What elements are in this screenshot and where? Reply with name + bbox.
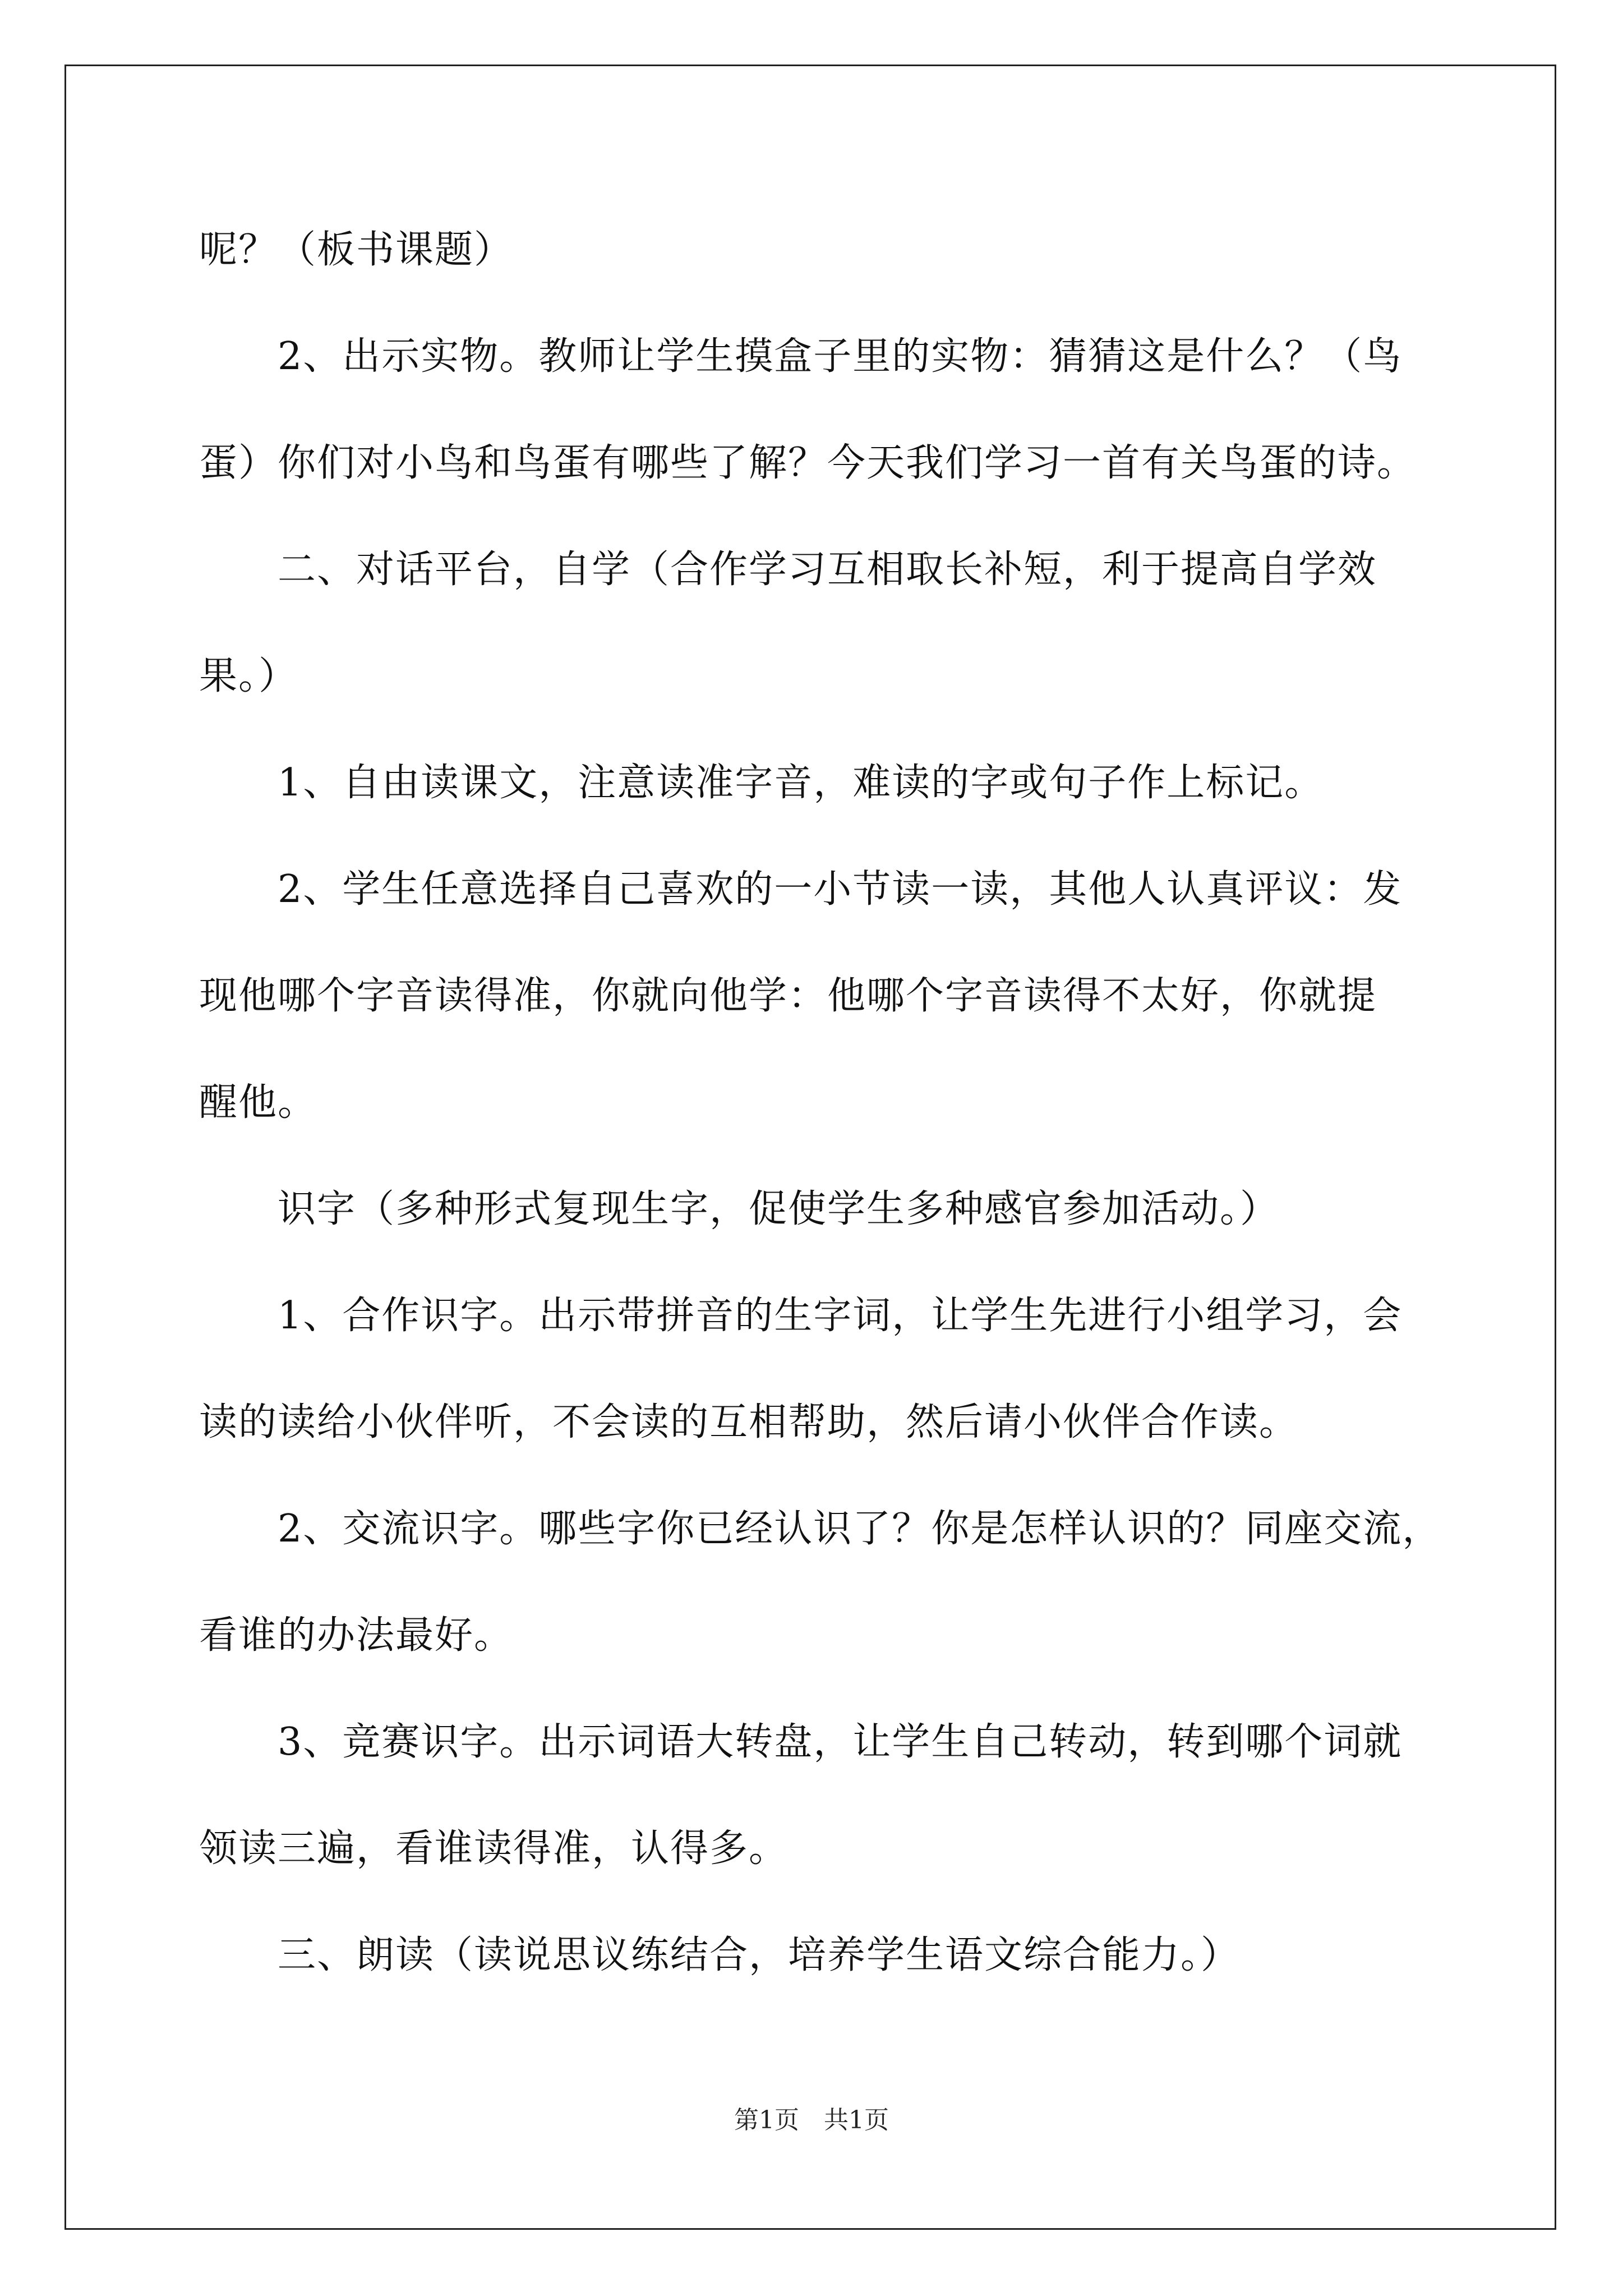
text-line-12: 读的读给小伙伴听，不会读的互相帮助，然后请小伙伴合作读。: [199, 1400, 1299, 1444]
text-line-7: 2、学生任意选择自己喜欢的一小节读一读，其他人认真评议：发: [278, 867, 1403, 912]
text-line-10: 识字（多种形式复现生字，促使学生多种感官参加活动。）: [278, 1187, 1280, 1231]
text-line-6: 1、自由读课文，注意读准字音，难读的字或句子作上标记。: [278, 761, 1324, 805]
text-line-16: 领读三遍，看谁读得准，认得多。: [199, 1826, 789, 1871]
text-line-9: 醒他。: [199, 1080, 317, 1125]
page-footer: 第1页 共1页: [734, 2106, 889, 2134]
text-line-1: 呢？（板书课题）: [199, 228, 514, 272]
text-line-14: 看谁的办法最好。: [199, 1613, 514, 1658]
text-line-13: 2、交流识字。哪些字你已经认识了？你是怎样认识的？同座交流，: [278, 1507, 1442, 1551]
text-line-17: 三、朗读（读说思议练结合，培养学生语文综合能力。）: [278, 1933, 1241, 1977]
text-line-4: 二、对话平台，自学（合作学习互相取长补短，利于提高自学效: [278, 547, 1377, 592]
text-line-15: 3、竞赛识字。出示词语大转盘，让学生自己转动，转到哪个词就: [278, 1720, 1403, 1764]
text-line-11: 1、合作识字。出示带拼音的生字词，让学生先进行小组学习，会: [278, 1294, 1403, 1338]
text-line-2: 2、出示实物。教师让学生摸盒子里的实物：猜猜这是什么？（鸟: [278, 334, 1403, 379]
text-line-5: 果。）: [199, 654, 298, 698]
page-border: [64, 65, 1556, 2230]
text-line-8: 现他哪个字音读得准，你就向他学：他哪个字音读得不太好，你就提: [199, 974, 1377, 1018]
text-line-3: 蛋）你们对小鸟和鸟蛋有哪些了解？今天我们学习一首有关鸟蛋的诗。: [199, 441, 1417, 485]
